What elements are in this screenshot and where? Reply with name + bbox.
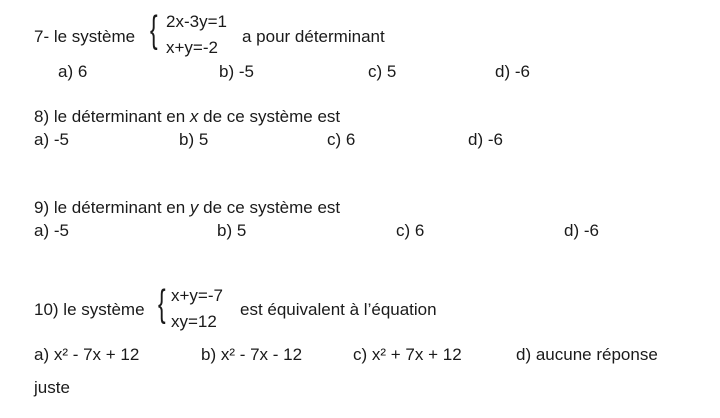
q9-option-d: d) -6 xyxy=(564,221,599,240)
q8-option-d: d) -6 xyxy=(468,130,503,149)
q10-suffix: est équivalent à l’équation xyxy=(240,300,437,319)
q10-option-a: a) x² - 7x + 12 xyxy=(34,345,140,364)
q10-equation-2: xy=12 xyxy=(171,312,217,331)
q7-brace: { xyxy=(150,9,158,51)
q10-option-c: c) x² + 7x + 12 xyxy=(353,345,462,364)
q8-option-b: b) 5 xyxy=(179,130,209,149)
q10-option-d: d) aucune réponse xyxy=(516,345,658,364)
q9-option-c: c) 6 xyxy=(396,221,425,240)
q7-prefix: 7- le système xyxy=(34,27,136,46)
q9-variable: y xyxy=(189,198,199,217)
q8-prefix: 8) le déterminant en xyxy=(34,107,190,126)
q7-option-c: c) 5 xyxy=(368,62,397,81)
q7-option-a: a) 6 xyxy=(58,62,88,81)
q10-equation-1: x+y=-7 xyxy=(171,286,223,305)
q10-option-d-continuation: juste xyxy=(34,378,70,397)
q9-option-b: b) 5 xyxy=(217,221,247,240)
q7-suffix: a pour déterminant xyxy=(242,27,385,46)
q9-suffix: de ce système est xyxy=(198,198,341,217)
q9-option-a: a) -5 xyxy=(34,221,69,240)
q8-option-c: c) 6 xyxy=(327,130,356,149)
q10-option-b: b) x² - 7x - 12 xyxy=(201,345,303,364)
q7-equation-2: x+y=-2 xyxy=(166,38,218,57)
q8-variable: x xyxy=(189,107,199,126)
q9-prefix: 9) le déterminant en xyxy=(34,198,190,217)
q8-stem xyxy=(34,107,340,127)
q7-equation-1: 2x-3y=1 xyxy=(166,12,227,31)
q9-stem xyxy=(34,198,340,218)
q7-option-b: b) -5 xyxy=(219,62,254,81)
q7-option-d: d) -6 xyxy=(495,62,530,81)
q10-prefix: 10) le système xyxy=(34,300,145,319)
q10-brace: { xyxy=(158,283,166,325)
q8-option-a: a) -5 xyxy=(34,130,69,149)
q8-suffix: de ce système est xyxy=(198,107,341,126)
